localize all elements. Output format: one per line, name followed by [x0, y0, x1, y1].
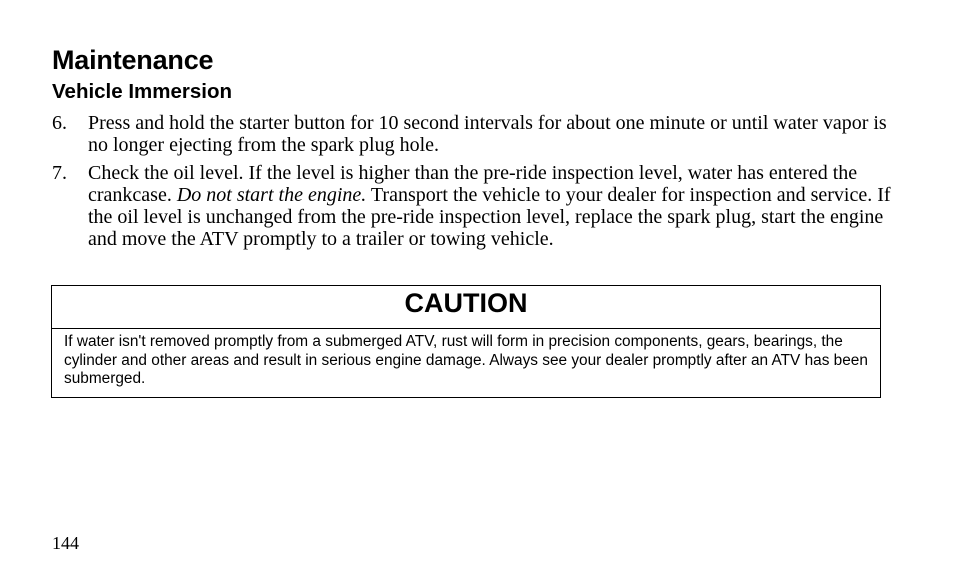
caution-box [51, 285, 881, 398]
step-text: Press and hold the starter button for 10 second intervals for about one minute or until water vapor is no longer ejecting from the spark plug hole. [88, 112, 887, 156]
sub-title: Vehicle Immersion [52, 80, 233, 103]
step-7 [52, 163, 892, 250]
step-number: 7. [52, 162, 67, 185]
caution-title: CAUTION [52, 286, 880, 329]
step-text-part: Check the oil level. If the level is higher than the pre-ride inspection level, water has entered the crankcase. [88, 162, 858, 207]
section-title: Maintenance [52, 45, 214, 75]
procedure-steps [52, 113, 892, 257]
caution-body: If water isn't removed promptly from a submerged ATV, rust will form in precision components, gears, bearings, the cylinder and other areas and result in serious engine damage. Always see your dealer promptly after an ATV has been submerged. [64, 333, 868, 387]
step-text-part: Transport the vehicle to your dealer for inspection and service. If the oil level is unchanged from the pre-ride inspection level, replace the spark plug, start the engine and move the ATV promptly to a trailer or towing vehicle. [88, 184, 891, 250]
step-warning-emphasis: Do not start the engine. [176, 184, 367, 207]
step-text [88, 162, 891, 249]
step-number: 6. [52, 112, 67, 134]
page-number: 144 [52, 533, 79, 553]
step-6 [52, 113, 892, 156]
